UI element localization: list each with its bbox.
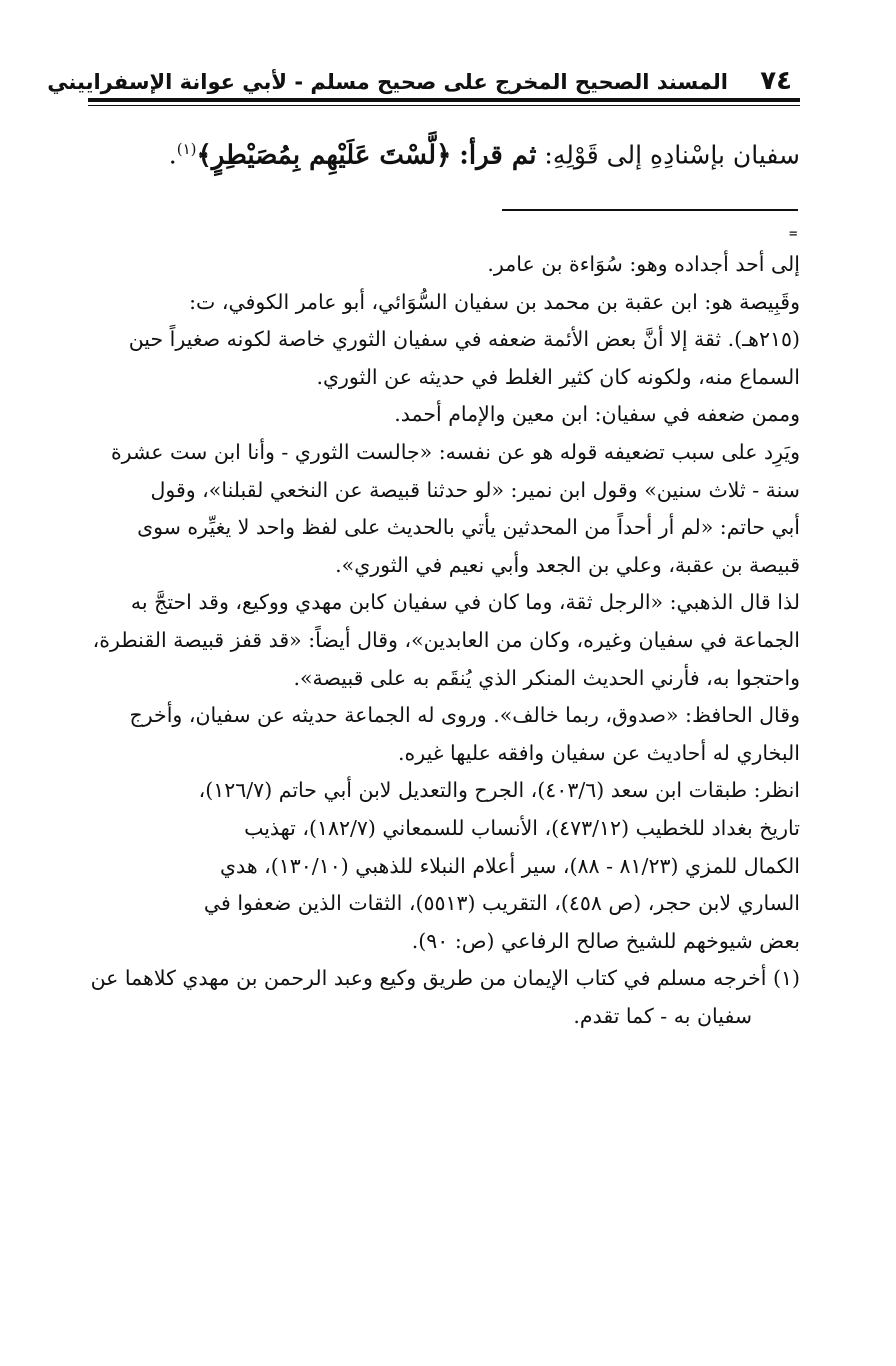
main-text: سفيان بإسْنادِهِ إلى قَوْلِهِ: bbox=[544, 140, 800, 170]
footnote-line-numbered: (١) أخرجه مسلم في كتاب الإيمان من طريق وكيع وعبد الرحمن بن مهدي كلاهما عن bbox=[90, 966, 800, 991]
page-number: ٧٤ bbox=[760, 66, 792, 96]
footnote-line: واحتجوا به، فأرني الحديث المنكر الذي يُنقَم به على قبيصة». bbox=[293, 665, 800, 690]
footnote-line: إلى أحد أجداده وهو: سُوَاءة بن عامر. bbox=[487, 252, 800, 276]
footnote-line: قبيصة بن عقبة، وعلي بن الجعد وأبي نعيم في الثوري». bbox=[335, 552, 800, 577]
footnote-line: الساري لابن حجر، (ص ٤٥٨)، التقريب (٥٥١٣)، الثقات الذين ضعفوا في bbox=[203, 891, 800, 916]
quran-verse: ﴿لَّسْتَ عَلَيْهِم بِمُصَيْطِرٍ﴾ bbox=[196, 140, 452, 171]
footnote-line: ويَرِد على سبب تضعيفه قوله هو عن نفسه: «جالست الثوري - وأنا ابن ست عشرة bbox=[110, 439, 800, 464]
footnote-line: انظر: طبقات ابن سعد (٤٠٣/٦)، الجرح والتعديل لابن أبي حاتم (١٢٦/٧)، bbox=[198, 778, 800, 803]
footnote-line: أبي حاتم: «لم أر أحداً من المحدثين يأتي بالحديث على لفظ واحد لا يغيِّره سوى bbox=[137, 515, 800, 540]
footnote-line: سنة - ثلاث سنين» وقول ابن نمير: «لو حدثنا قبيصة عن النخعي لقبلنا»، وقول bbox=[150, 477, 800, 502]
footnotes bbox=[88, 246, 800, 1035]
footnote-line: الكمال للمزي (٨١/٢٣ - ٨٨)، سير أعلام النبلاء للذهبي (١٣٠/١٠)، هدي bbox=[220, 853, 800, 878]
footnote-line: وقال الحافظ: «صدوق، ربما خالف». وروى له الجماعة حديثه عن سفيان، وأخرج bbox=[129, 703, 800, 728]
then-read-label: ثم قرأ: bbox=[459, 140, 537, 171]
footnote-line: الجماعة في سفيان وغيره، وكان من العابدين»، وقال أيضاً: «قد قفز قبيصة القنطرة، bbox=[92, 627, 800, 652]
main-text-line bbox=[100, 126, 800, 178]
continuation-mark: = bbox=[789, 226, 798, 242]
running-title: المسند الصحيح المخرج على صحيح مسلم - لأبي عوانة الإسفراييني bbox=[47, 70, 728, 94]
footnote-line: بعض شيوخهم للشيخ صالح الرفاعي (ص: ٩٠). bbox=[411, 928, 800, 953]
header-rule bbox=[88, 98, 800, 102]
end-mark: . bbox=[168, 140, 177, 170]
footnote-line: تاريخ بغداد للخطيب (٤٧٣/١٢)، الأنساب للسمعاني (١٨٢/٧)، تهذيب bbox=[244, 815, 800, 840]
footnote-line: لذا قال الذهبي: «الرجل ثقة، وما كان في سفيان كابن مهدي ووكيع، وقد احتجَّ به bbox=[130, 590, 800, 615]
footnote-line: وممن ضعفه في سفيان: ابن معين والإمام أحمد. bbox=[394, 402, 800, 427]
footnote-line: البخاري له أحاديث عن سفيان وافقه عليها غيره. bbox=[398, 740, 800, 765]
footnote-separator bbox=[502, 209, 798, 211]
header-rule-thin bbox=[88, 105, 800, 106]
footnote-line: وقَبِيصة هو: ابن عقبة بن محمد بن سفيان السُّوَائي، أبو عامر الكوفي، ت: bbox=[189, 289, 800, 314]
footnote-reference: (١) bbox=[176, 140, 197, 158]
footnote-line: (٢١٥هـ). ثقة إلا أنَّ بعض الأئمة ضعفه في سفيان الثوري خاصة لكونه صغيراً حين bbox=[128, 327, 800, 352]
footnote-line: سفيان به - كما تقدم. bbox=[573, 1003, 752, 1028]
footnote-line: السماع منه، ولكونه كان كثير الغلط في حديثه عن الثوري. bbox=[316, 364, 800, 389]
